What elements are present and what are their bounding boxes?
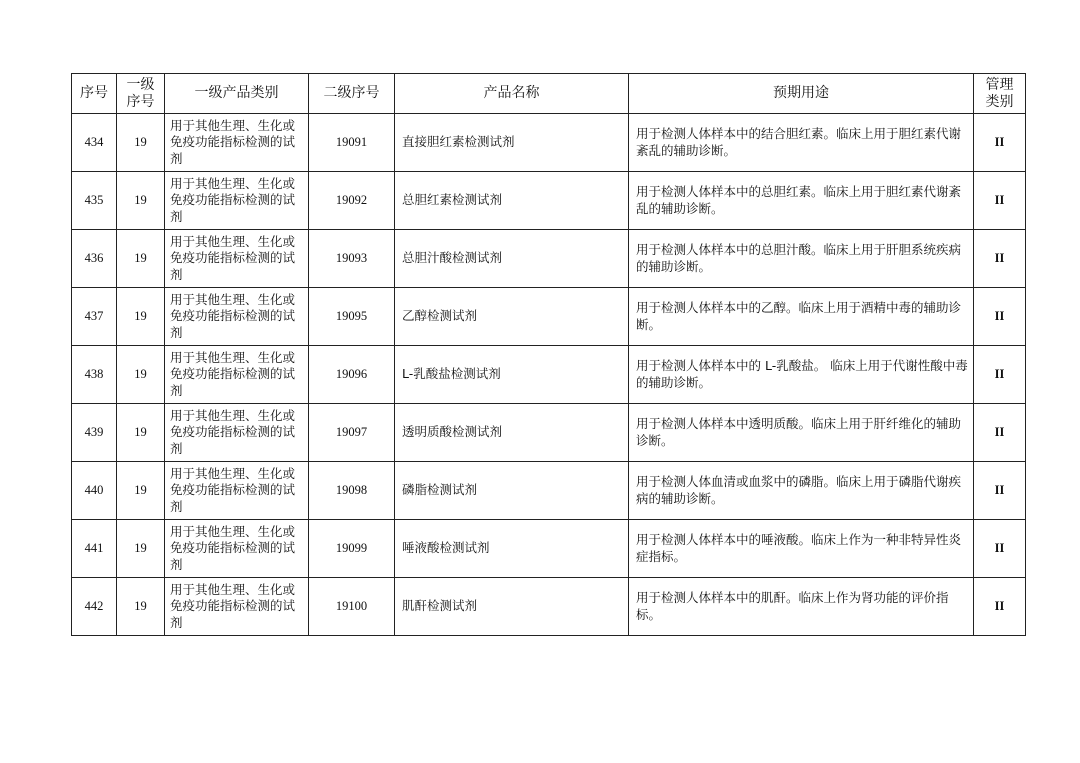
cell-level1-seq: 19 <box>117 346 165 404</box>
table-row <box>72 230 1026 288</box>
cell-mgmt-class: II <box>974 578 1026 636</box>
cell-product-name: 唾液酸检测试剂 <box>395 520 629 578</box>
header-level1-seq: 一级序号 <box>117 74 165 114</box>
cell-seq: 437 <box>72 288 117 346</box>
cell-seq: 436 <box>72 230 117 288</box>
header-level1-category: 一级产品类别 <box>165 74 309 114</box>
cell-level1-category: 用于其他生理、生化或免疫功能指标检测的试剂 <box>165 404 309 462</box>
cell-seq: 442 <box>72 578 117 636</box>
cell-mgmt-class: II <box>974 520 1026 578</box>
table-row <box>72 114 1026 172</box>
cell-level1-seq: 19 <box>117 114 165 172</box>
table-header-row <box>72 74 1026 114</box>
cell-intended-use: 用于检测人体样本中的唾液酸。临床上作为一种非特异性炎症指标。 <box>629 520 974 578</box>
table-row <box>72 172 1026 230</box>
table-row <box>72 578 1026 636</box>
cell-level2-seq: 19092 <box>309 172 395 230</box>
cell-level1-seq: 19 <box>117 520 165 578</box>
cell-level1-category: 用于其他生理、生化或免疫功能指标检测的试剂 <box>165 288 309 346</box>
cell-seq: 440 <box>72 462 117 520</box>
cell-level1-seq: 19 <box>117 230 165 288</box>
cell-intended-use: 用于检测人体样本中的 L-乳酸盐。 临床上用于代谢性酸中毒的辅助诊断。 <box>629 346 974 404</box>
cell-product-name: 直接胆红素检测试剂 <box>395 114 629 172</box>
header-intended-use: 预期用途 <box>629 74 974 114</box>
header-mgmt-class: 管理类别 <box>974 74 1026 114</box>
cell-level1-category: 用于其他生理、生化或免疫功能指标检测的试剂 <box>165 172 309 230</box>
cell-level2-seq: 19098 <box>309 462 395 520</box>
table-row <box>72 346 1026 404</box>
cell-level2-seq: 19100 <box>309 578 395 636</box>
cell-mgmt-class: II <box>974 346 1026 404</box>
cell-level1-category: 用于其他生理、生化或免疫功能指标检测的试剂 <box>165 114 309 172</box>
product-catalog-table <box>71 73 1026 636</box>
cell-mgmt-class: II <box>974 230 1026 288</box>
cell-mgmt-class: II <box>974 288 1026 346</box>
cell-intended-use: 用于检测人体样本中的乙醇。临床上用于酒精中毒的辅助诊断。 <box>629 288 974 346</box>
cell-level2-seq: 19096 <box>309 346 395 404</box>
cell-product-name: L-乳酸盐检测试剂 <box>395 346 629 404</box>
cell-seq: 438 <box>72 346 117 404</box>
cell-level1-seq: 19 <box>117 404 165 462</box>
cell-level1-seq: 19 <box>117 462 165 520</box>
table-row <box>72 462 1026 520</box>
header-seq: 序号 <box>72 74 117 114</box>
cell-level2-seq: 19097 <box>309 404 395 462</box>
cell-mgmt-class: II <box>974 462 1026 520</box>
cell-level2-seq: 19095 <box>309 288 395 346</box>
cell-level1-category: 用于其他生理、生化或免疫功能指标检测的试剂 <box>165 462 309 520</box>
cell-mgmt-class: II <box>974 404 1026 462</box>
cell-level1-category: 用于其他生理、生化或免疫功能指标检测的试剂 <box>165 520 309 578</box>
cell-seq: 439 <box>72 404 117 462</box>
cell-seq: 435 <box>72 172 117 230</box>
cell-level1-category: 用于其他生理、生化或免疫功能指标检测的试剂 <box>165 346 309 404</box>
cell-mgmt-class: II <box>974 172 1026 230</box>
cell-product-name: 乙醇检测试剂 <box>395 288 629 346</box>
cell-product-name: 透明质酸检测试剂 <box>395 404 629 462</box>
cell-intended-use: 用于检测人体血清或血浆中的磷脂。临床上用于磷脂代谢疾病的辅助诊断。 <box>629 462 974 520</box>
cell-intended-use: 用于检测人体样本中的总胆红素。临床上用于胆红素代谢紊乱的辅助诊断。 <box>629 172 974 230</box>
cell-level1-seq: 19 <box>117 172 165 230</box>
cell-level2-seq: 19093 <box>309 230 395 288</box>
cell-level1-category: 用于其他生理、生化或免疫功能指标检测的试剂 <box>165 578 309 636</box>
cell-product-name: 总胆红素检测试剂 <box>395 172 629 230</box>
cell-mgmt-class: II <box>974 114 1026 172</box>
cell-level1-seq: 19 <box>117 578 165 636</box>
cell-intended-use: 用于检测人体样本中透明质酸。临床上用于肝纤维化的辅助诊断。 <box>629 404 974 462</box>
cell-level2-seq: 19099 <box>309 520 395 578</box>
cell-product-name: 磷脂检测试剂 <box>395 462 629 520</box>
table-row <box>72 288 1026 346</box>
cell-product-name: 肌酐检测试剂 <box>395 578 629 636</box>
header-level2-seq: 二级序号 <box>309 74 395 114</box>
cell-intended-use: 用于检测人体样本中的总胆汁酸。临床上用于肝胆系统疾病的辅助诊断。 <box>629 230 974 288</box>
cell-level2-seq: 19091 <box>309 114 395 172</box>
cell-product-name: 总胆汁酸检测试剂 <box>395 230 629 288</box>
cell-seq: 434 <box>72 114 117 172</box>
cell-level1-seq: 19 <box>117 288 165 346</box>
cell-intended-use: 用于检测人体样本中的肌酐。临床上作为肾功能的评价指标。 <box>629 578 974 636</box>
cell-seq: 441 <box>72 520 117 578</box>
header-product-name: 产品名称 <box>395 74 629 114</box>
table-row <box>72 404 1026 462</box>
table-row <box>72 520 1026 578</box>
cell-level1-category: 用于其他生理、生化或免疫功能指标检测的试剂 <box>165 230 309 288</box>
cell-intended-use: 用于检测人体样本中的结合胆红素。临床上用于胆红素代谢紊乱的辅助诊断。 <box>629 114 974 172</box>
